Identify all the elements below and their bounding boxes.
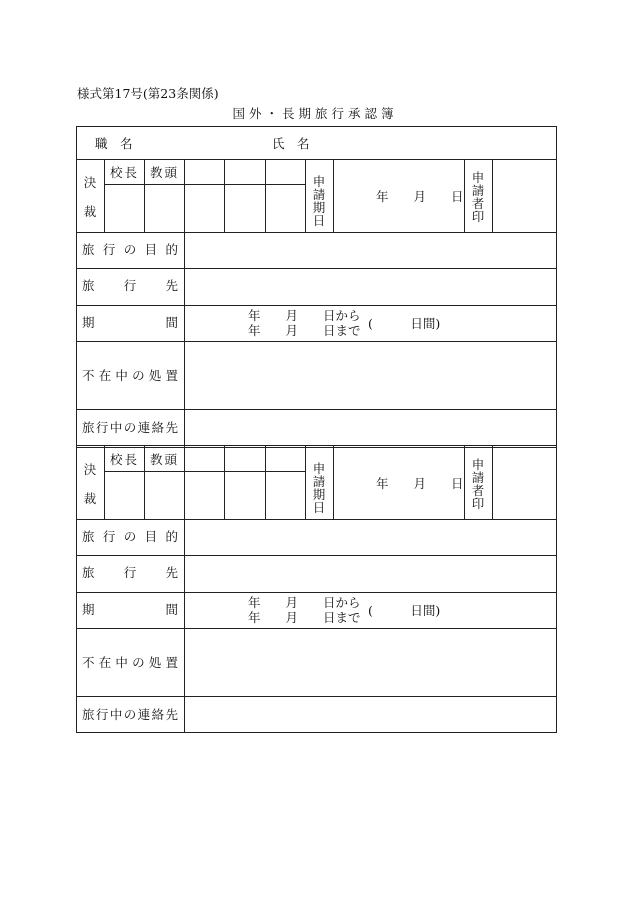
applicant-seal-label: 申 請 者 印 (471, 170, 485, 224)
approval-seal-box[interactable] (266, 472, 305, 518)
period-to[interactable]: 年 月 日まで (248, 610, 361, 625)
period-to[interactable]: 年 月 日まで (248, 323, 361, 338)
purpose-label: 旅行の目的 (82, 242, 178, 257)
rule-line (464, 446, 465, 519)
applicant-seal-label: 申 請 者 印 (471, 457, 485, 511)
approval-label: 決 裁 (83, 175, 97, 219)
rule-line (333, 446, 334, 519)
contact-during-travel-label: 旅行中の連絡先 (82, 707, 178, 722)
rule-line (76, 447, 557, 448)
document-title: 国外・長期旅行承認簿 (232, 106, 398, 121)
absence-arrangement-field[interactable] (186, 629, 556, 696)
application-date-label: 申 請 期 日 (312, 174, 326, 228)
applicant-seal-box[interactable] (493, 447, 556, 519)
rule-line (305, 446, 306, 519)
approval-seal-box[interactable] (266, 185, 305, 231)
approval-seal-box[interactable] (105, 185, 144, 231)
destination-label: 旅行先 (82, 278, 178, 293)
period-from[interactable]: 年 月 日から (248, 308, 361, 323)
absence-arrangement-field[interactable] (186, 342, 556, 409)
approval-seal-box[interactable] (145, 185, 184, 231)
absence-arrangement-label: 不在中の処置 (82, 655, 178, 670)
principal-label: 校長 (110, 452, 140, 467)
principal-label: 校長 (110, 165, 140, 180)
rule-line (184, 232, 185, 446)
approval-seal-box[interactable] (105, 472, 144, 518)
contact-during-travel-field[interactable] (186, 410, 556, 445)
approval-seal-box[interactable] (185, 185, 224, 231)
approval-label: 決 裁 (83, 462, 97, 506)
approval-seal-box[interactable] (185, 472, 224, 518)
period-from[interactable]: 年 月 日から (248, 595, 361, 610)
purpose-field[interactable] (186, 520, 556, 555)
rule-line (76, 592, 557, 593)
rule-line (76, 159, 557, 160)
destination-field[interactable] (186, 269, 556, 305)
application-date-field[interactable]: 年 月 日 (376, 189, 464, 204)
approval-seal-box[interactable] (145, 472, 184, 518)
destination-field[interactable] (186, 556, 556, 592)
absence-arrangement-label: 不在中の処置 (82, 368, 178, 383)
name-field[interactable] (320, 128, 550, 158)
position-field[interactable] (140, 128, 260, 158)
applicant-seal-box[interactable] (493, 160, 556, 232)
application-date-label: 申 請 期 日 (312, 461, 326, 515)
vice-principal-label: 教頭 (150, 452, 180, 467)
application-date-field[interactable]: 年 月 日 (376, 476, 464, 491)
period-days[interactable]: ( 日間) (368, 603, 441, 618)
name-label: 氏 名 (272, 136, 310, 151)
rule-line (305, 159, 306, 232)
period-days[interactable]: ( 日間) (368, 316, 441, 331)
approval-seal-box[interactable] (225, 472, 265, 518)
period-label: 期間 (82, 315, 178, 330)
contact-during-travel-label: 旅行中の連絡先 (82, 420, 178, 435)
purpose-label: 旅行の目的 (82, 529, 178, 544)
purpose-field[interactable] (186, 233, 556, 268)
rule-line (464, 159, 465, 232)
approval-seal-box[interactable] (225, 185, 265, 231)
position-label: 職 名 (95, 136, 133, 151)
destination-label: 旅行先 (82, 565, 178, 580)
rule-line (333, 159, 334, 232)
contact-during-travel-field[interactable] (186, 697, 556, 732)
rule-line (76, 445, 557, 446)
rule-line (184, 519, 185, 733)
rule-line (76, 305, 557, 306)
form-number: 様式第17号(第23条関係) (77, 86, 219, 101)
period-label: 期間 (82, 602, 178, 617)
vice-principal-label: 教頭 (150, 165, 180, 180)
